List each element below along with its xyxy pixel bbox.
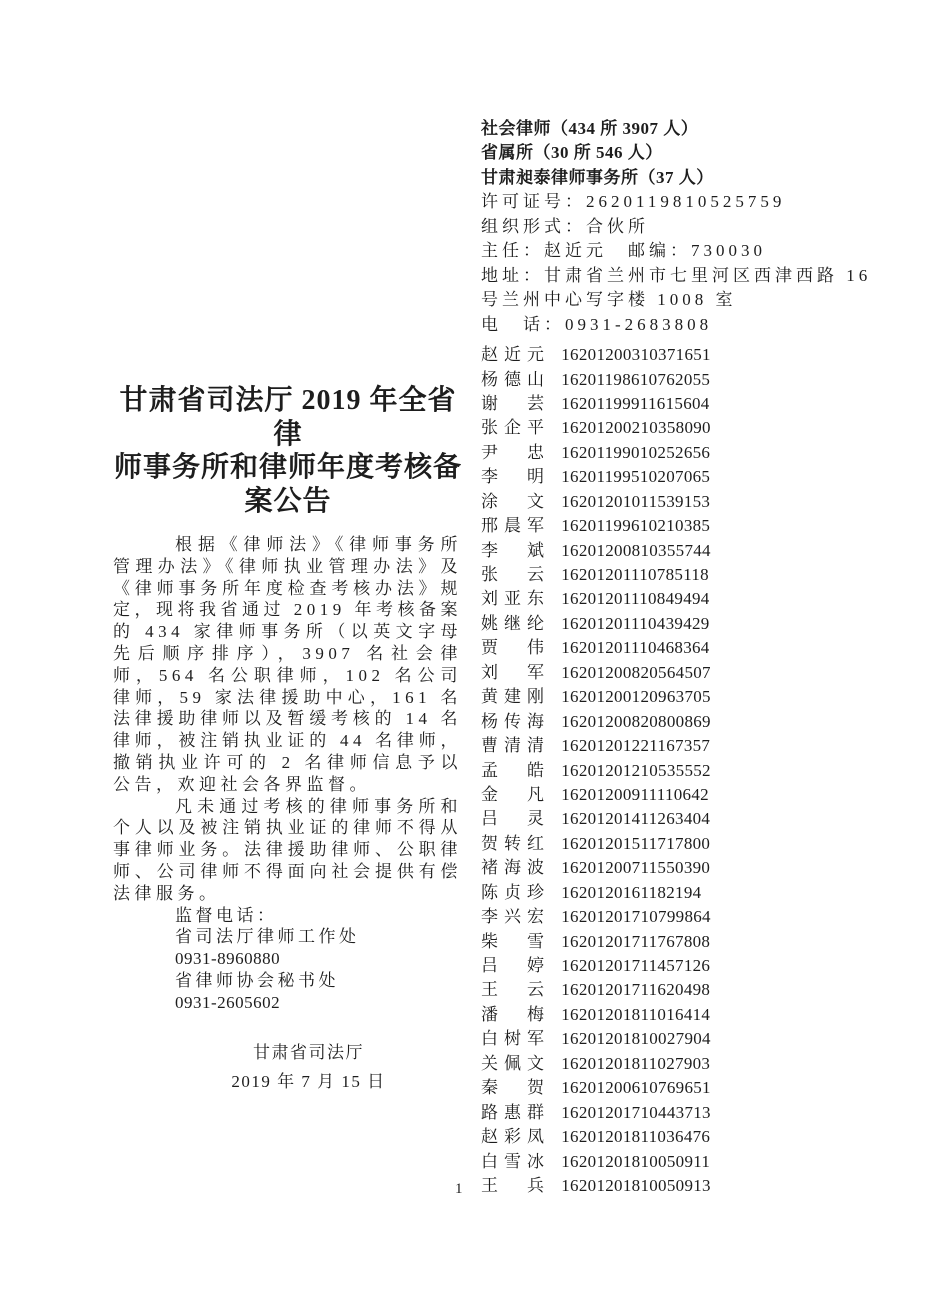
lawyer-license-number: 16201201011539153 xyxy=(561,491,711,511)
contact-office-2: 省律师协会秘书处 xyxy=(175,970,339,990)
member-row xyxy=(481,636,893,660)
member-row xyxy=(481,685,893,709)
lawyer-name: 赵彩凤 xyxy=(481,1127,544,1147)
lawyer-license-number: 16201200120963705 xyxy=(561,687,711,707)
member-row xyxy=(481,1150,893,1174)
lawyer-license-number: 16201200610769651 xyxy=(561,1078,711,1098)
member-row xyxy=(481,490,893,514)
lawyer-license-number: 16201201221167357 xyxy=(561,736,711,756)
member-row xyxy=(481,881,893,905)
lawyer-name: 吕 婷 xyxy=(481,956,544,976)
lawyer-license-number: 16201201810050913 xyxy=(561,1175,711,1195)
lawyer-license-number: 16201201511717800 xyxy=(561,833,711,853)
firm-phone: 电 话：0931-2683808 xyxy=(481,314,713,334)
lawyer-license-number: 16201201110439429 xyxy=(561,613,710,633)
lawyer-name: 李兴宏 xyxy=(481,907,544,927)
member-row xyxy=(481,759,893,783)
lawyer-license-number: 16201198610762055 xyxy=(561,369,711,389)
title-line-1: 甘肃省司法厅 2019 年全省律 xyxy=(119,385,457,450)
lawyer-license-number: 16201201710799864 xyxy=(561,907,711,927)
lawyer-name: 白雪冰 xyxy=(481,1151,544,1171)
lawyer-name: 贾 伟 xyxy=(481,638,544,658)
lawyer-license-number: 16201200820564507 xyxy=(561,662,711,682)
lawyer-name: 杨德山 xyxy=(481,369,544,389)
signature-org: 甘肃省司法厅 xyxy=(253,1043,364,1062)
lawyer-name: 张 云 xyxy=(481,565,544,585)
member-row xyxy=(481,954,893,978)
member-row xyxy=(481,1027,893,1051)
lawyer-name: 尹 忠 xyxy=(481,442,544,462)
lawyer-name: 吕 灵 xyxy=(481,809,544,829)
lawyer-name: 路惠群 xyxy=(481,1102,544,1122)
member-row xyxy=(481,856,893,880)
header-social-lawyers: 社会律师（434 所 3907 人） xyxy=(481,119,699,138)
lawyer-name: 潘 梅 xyxy=(481,1004,544,1024)
lawyer-name: 王 兵 xyxy=(481,1175,544,1195)
lawyer-name: 谢 芸 xyxy=(481,393,544,413)
lawyer-license-number: 16201199610210385 xyxy=(561,516,711,536)
member-row xyxy=(481,661,893,685)
member-row xyxy=(481,441,893,465)
member-row xyxy=(481,514,893,538)
lawyer-license-number: 16201199010252656 xyxy=(561,442,711,462)
member-row xyxy=(481,930,893,954)
lawyer-name: 李 斌 xyxy=(481,540,544,560)
lawyer-license-number: 16201200911110642 xyxy=(561,784,709,804)
lawyer-name: 王 云 xyxy=(481,980,544,1000)
lawyer-license-number: 16201200210358090 xyxy=(561,418,711,438)
contact-heading: 监督电话： xyxy=(175,905,278,925)
lawyer-name: 黄建刚 xyxy=(481,687,544,707)
title-line-3: 案公告 xyxy=(244,485,332,517)
firm-license-number: 许可证号：2620119810525759 xyxy=(481,192,786,212)
member-row xyxy=(481,807,893,831)
lawyer-name: 邢晨军 xyxy=(481,516,544,536)
member-row xyxy=(481,1003,893,1027)
contact-phone-1: 0931-8960880 xyxy=(175,949,281,969)
member-row xyxy=(481,612,893,636)
member-row xyxy=(481,1076,893,1100)
member-row xyxy=(481,905,893,929)
firm-address: 地址：甘肃省兰州市七里河区西津西路 16 号兰州中心写字楼 1008 室 xyxy=(481,265,872,310)
lawyer-name: 涂 文 xyxy=(481,491,544,511)
lawyer-license-number: 16201200711550390 xyxy=(561,858,711,878)
lawyer-name: 关佩文 xyxy=(481,1053,544,1073)
member-list xyxy=(481,343,893,1198)
lawyer-name: 李 明 xyxy=(481,467,544,487)
lawyer-license-number: 16201201710443713 xyxy=(561,1102,711,1122)
member-row xyxy=(481,832,893,856)
lawyer-name: 姚继纶 xyxy=(481,613,544,633)
member-row xyxy=(481,783,893,807)
lawyer-name: 杨传海 xyxy=(481,711,544,731)
lawyer-license-number: 16201201711457126 xyxy=(561,956,711,976)
lawyer-name: 秦 贺 xyxy=(481,1078,544,1098)
member-row xyxy=(481,416,893,440)
lawyer-name: 曹清清 xyxy=(481,736,544,756)
firm-director-postal: 主任：赵近元 邮编：730030 xyxy=(481,241,766,261)
contact-phone-2: 0931-2605602 xyxy=(175,992,281,1012)
signature-date: 2019 年 7 月 15 日 xyxy=(231,1072,386,1091)
contact-block xyxy=(113,905,462,1014)
member-row xyxy=(481,1125,893,1149)
lawyer-license-number: 16201201110468364 xyxy=(561,638,710,658)
lawyer-license-number: 16201201711620498 xyxy=(561,980,711,1000)
lawyer-name: 刘亚东 xyxy=(481,589,544,609)
lawyer-license-number: 16201201711767808 xyxy=(561,931,711,951)
lawyer-license-number: 16201201411263404 xyxy=(561,809,711,829)
lawyer-license-number: 16201201811036476 xyxy=(561,1127,711,1147)
lawyer-directory xyxy=(481,117,893,1198)
lawyer-license-number: 16201201810027904 xyxy=(561,1029,711,1049)
member-row xyxy=(481,1101,893,1125)
lawyer-name: 孟 皓 xyxy=(481,760,544,780)
page-title xyxy=(113,384,463,518)
firm-org-form: 组织形式：合伙所 xyxy=(481,216,649,236)
lawyer-license-number: 16201201810050911 xyxy=(561,1151,711,1171)
member-row xyxy=(481,710,893,734)
lawyer-license-number: 16201201811027903 xyxy=(561,1053,711,1073)
lawyer-name: 贺转红 xyxy=(481,833,544,853)
lawyer-name: 柴 雪 xyxy=(481,931,544,951)
member-row xyxy=(481,392,893,416)
lawyer-license-number: 16201201110849494 xyxy=(561,589,710,609)
lawyer-license-number: 16201200310371651 xyxy=(561,345,711,365)
member-row xyxy=(481,368,893,392)
lawyer-name: 赵近元 xyxy=(481,345,544,365)
page-number: 1 xyxy=(455,1181,463,1197)
announcement-body xyxy=(113,534,462,1014)
title-line-2: 师事务所和律师年度考核备 xyxy=(113,452,462,483)
lawyer-license-number: 16201201811016414 xyxy=(561,1004,711,1024)
lawyer-name: 白树军 xyxy=(481,1029,544,1049)
lawyer-name: 金 凡 xyxy=(481,784,544,804)
lawyer-license-number: 16201201110785118 xyxy=(561,565,709,585)
lawyer-license-number: 16201200810355744 xyxy=(561,540,711,560)
lawyer-name: 陈贞珍 xyxy=(481,882,544,902)
paragraph-restrictions: 凡未通过考核的律师事务所和个人以及被注销执业证的律师不得从事律师业务。法律援助律师、公职律师、公司律师不得面向社会提供有偿法律服务。 xyxy=(113,796,462,903)
header-firm-name: 甘肃昶泰律师事务所（37 人） xyxy=(481,167,714,187)
member-row xyxy=(481,587,893,611)
member-row xyxy=(481,734,893,758)
member-row xyxy=(481,539,893,563)
member-row xyxy=(481,978,893,1002)
lawyer-name: 褚海波 xyxy=(481,858,544,878)
lawyer-license-number: 16201199911615604 xyxy=(561,393,710,413)
member-row xyxy=(481,1052,893,1076)
lawyer-license-number: 1620120161182194 xyxy=(561,882,702,902)
signature-block xyxy=(113,1038,462,1096)
member-row xyxy=(481,1174,893,1198)
paragraph-intro: 根据《律师法》《律师事务所管理办法》《律师执业管理办法》及《律师事务所年度检查考核办法》规定，现将我省通过 2019 年考核备案的 434 家律师事务所（以英文字母先后顺序排序），3907 名社会律师，564 名公职律师，102 名公司律师，59 家法律援助中心，161 名法律援助律师以及暂缓考核的 14 名律师，被注销执业证的 44 名律师，撤销执业许可的 2 名律师信息予以公告，欢迎社会各界监督。 xyxy=(113,535,462,794)
lawyer-license-number: 16201201210535552 xyxy=(561,760,711,780)
lawyer-license-number: 16201200820800869 xyxy=(561,711,711,731)
header-provincial-firms: 省属所（30 所 546 人） xyxy=(481,143,663,163)
lawyer-name: 刘 军 xyxy=(481,662,544,682)
lawyer-license-number: 16201199510207065 xyxy=(561,467,711,487)
member-row xyxy=(481,465,893,489)
member-row xyxy=(481,343,893,367)
lawyer-name: 张企平 xyxy=(481,418,544,438)
contact-office-1: 省司法厅律师工作处 xyxy=(175,927,360,947)
member-row xyxy=(481,563,893,587)
